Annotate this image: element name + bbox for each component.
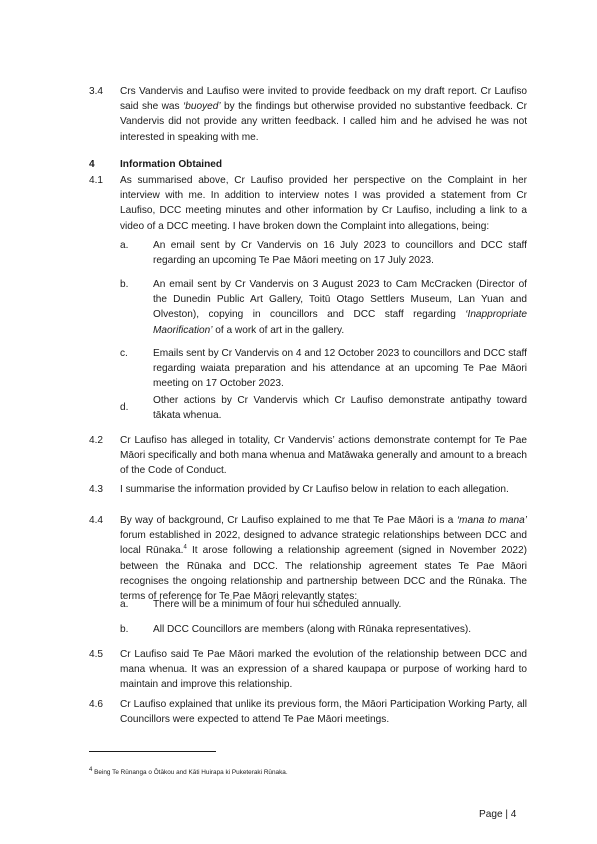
list-item: Other actions by Cr Vandervis which Cr Laufiso demonstrate antipathy toward tākata whenua. (153, 395, 527, 422)
paragraph-4-4: By way of background, Cr Laufiso explained to me that Te Pae Māori is a ‘mana to mana’ forum established in 2022, designed to advance strategic relationships between DCC and local Rūnaka.$^4$ It arose following a relationship agreement (signed in November 2022) between the Rūnaka and DCC. The relationship agreement states Te Pae Māori recognises the ongoing relationship and partnership between DCC and the Rūnaka. The terms of reference for Te Pae Māori relevantly states: (120, 515, 527, 603)
paragraph-4-1: As summarised above, Cr Laufiso provided her perspective on the Complaint in her interview with me. In addition to interview notes I was provided a statement from Cr Laufiso, DCC meeting minutes and other information by Cr Laufiso, including a link to a video of a DCC meeting. I have broken down the Complaint into allegations, being: (120, 175, 527, 232)
list-item: An email sent by Cr Vandervis on 3 August 2023 to Cam McCracken (Director of the Dunedin Public Art Gallery, Toitū Otago Settlers Museum, Lan Yuan and Olveston), copying in councillors and DCC staff regarding ‘Inappropriate Maorification’ of a work of art in the gallery. (153, 279, 527, 336)
footnote: $^4$ Being Te Rūnanga o Ōtākou and Kāti Huirapa ki Puketeraki Rūnaka. (89, 766, 288, 776)
paragraph-number: 4.3 (89, 484, 104, 495)
section-heading: Information Obtained (120, 159, 223, 170)
list-item-letter: b. (120, 624, 129, 635)
list-item: All DCC Councillors are members (along with Rūnaka representatives). (153, 624, 472, 635)
paragraph-4-2: Cr Laufiso has alleged in totality, Cr Vandervis’ actions demonstrate contempt for Te Pae Māori specifically and both mana whenua and Matāwaka generally and amount to a breach of the Code of Conduct. (120, 435, 527, 477)
list-item: An email sent by Cr Vandervis on 16 July 2023 to councillors and DCC staff regarding an upcoming Te Pae Māori meeting on 17 July 2023. (153, 240, 527, 267)
page-number: Page | 4 (479, 809, 517, 820)
footnote-reference[interactable]: 4 (183, 545, 187, 552)
list-item-letter: b. (120, 279, 129, 290)
paragraph-4-6: Cr Laufiso explained that unlike its previous form, the Māori Participation Working Party, all Councillors were expected to attend Te Pae Māori meetings. (120, 699, 527, 726)
list-item: Emails sent by Cr Vandervis on 4 and 12 October 2023 to councillors and DCC staff regarding waiata preparation and his attendance at an upcoming Te Pae Māori meeting on 17 October 2023. (153, 348, 527, 390)
list-item: There will be a minimum of four hui scheduled annually. (153, 599, 402, 610)
list-item-letter: a. (120, 599, 129, 610)
list-item-letter: a. (120, 240, 129, 251)
paragraph-number: 4.4 (89, 515, 104, 526)
footnote-mark: 4 (89, 766, 93, 773)
paragraph-number: 4.1 (89, 175, 104, 186)
paragraph-number: 3.4 (89, 86, 104, 97)
section-number: 4 (89, 159, 95, 170)
list-item-letter: d. (120, 402, 129, 413)
paragraph-4-5: Cr Laufiso said Te Pae Māori marked the evolution of the relationship between DCC and mana whenua. It was an expression of a shared kaupapa or purpose of working hard to maintain and improve this relationship. (120, 649, 527, 691)
list-item-letter: c. (120, 348, 128, 359)
paragraph-number: 4.5 (89, 649, 104, 660)
paragraph-4-3: I summarise the information provided by Cr Laufiso below in relation to each allegation. (120, 484, 509, 495)
paragraph-number: 4.2 (89, 435, 104, 446)
footnote-divider (89, 751, 216, 752)
paragraph-number: 4.6 (89, 699, 104, 710)
paragraph-3-4: Crs Vandervis and Laufiso were invited to provide feedback on my draft report. Cr Laufiso said she was ‘buoyed’ by the findings but otherwise provided no substantive feedback. Cr Vandervis did not provide any written feedback. I called him and he advised he was not interested in speaking with me. (120, 86, 528, 143)
